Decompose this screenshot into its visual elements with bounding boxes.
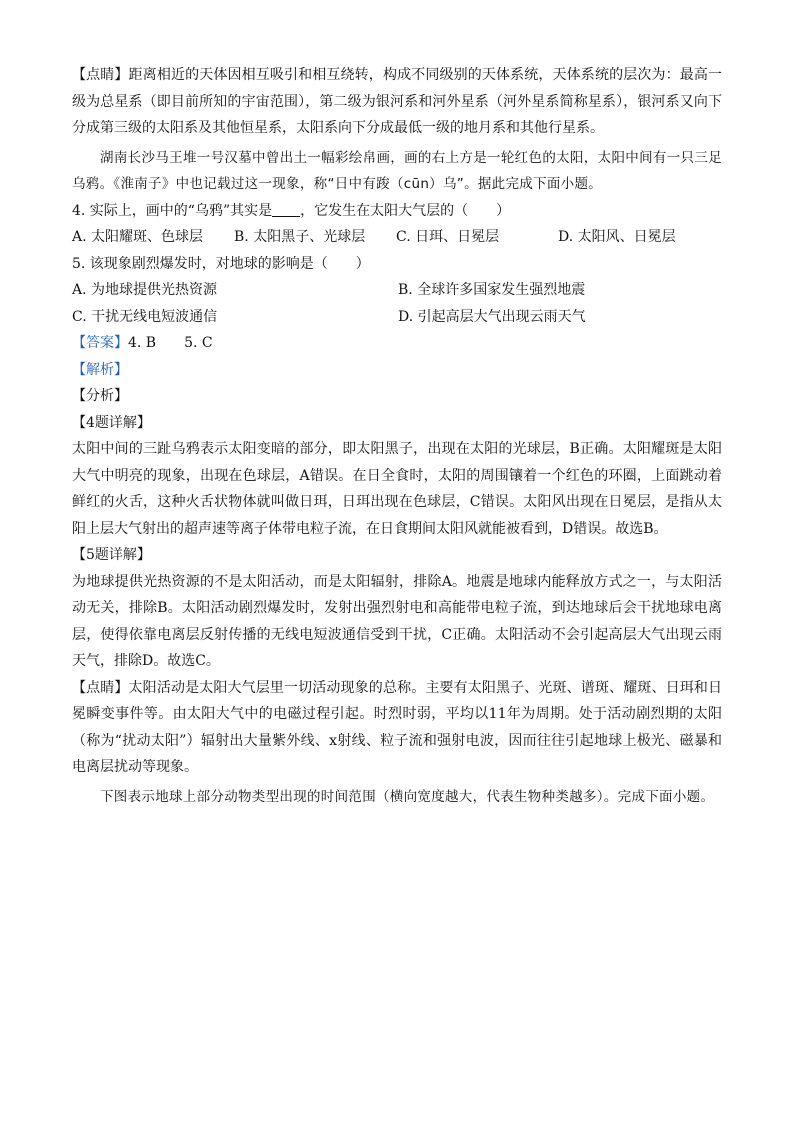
question-4-option-b: B. 太阳黑子、光球层: [234, 229, 366, 245]
question-5-option-b: B. 全球许多国家发生强烈地震: [398, 282, 586, 298]
question-4-option-d: D. 太阳风、日冕层: [558, 229, 676, 245]
detail-4-text: 太阳中间的三趾乌鸦表示太阳变暗的部分，即太阳黑子，出现在太阳的光球层，B正确。太阳耀斑是太阳大气中明亮的现象，出现在色球层，A错误。在日全食时，太阳的周围镶着一个红色的环圈，上面跳动着鲜红的火舌，这种火舌状物体就叫做日珥，日珥出现在色球层，C错误。太阳风出现在日冕层，是指从太阳上层大气射出的超声速等离子体带电粒子流，在日食期间太阳风就能被看到，D错误。故选B。: [72, 441, 722, 537]
question-5-option-d: D. 引起高层大气出现云雨天气: [398, 308, 586, 325]
question-4-option-c: C. 日珥、日冕层: [396, 229, 500, 245]
question-4-option-a: A. 太阳耀斑、色球层: [72, 229, 204, 245]
dianjing-label-2: 【点睛】: [72, 679, 129, 696]
question-4-blank: [272, 202, 300, 217]
material-paragraph-2: 下图表示地球上部分动物类型出现的时间范围（横向宽度越大，代表生物种类越多）。完成下面小题。: [100, 788, 715, 805]
answer-text: 4. B 5. C: [128, 335, 213, 351]
question-4-stem-end: ，它发生在太阳大气层的（ ）: [300, 202, 511, 219]
dianjing-paragraph-1: [72, 62, 722, 142]
question-5-option-c: C. 干扰无线电短波通信: [72, 308, 218, 325]
question-5-options-row-1: [72, 277, 722, 304]
dianjing-text-1: 距离相近的天体因相互吸引和相互绕转，构成不同级别的天体系统，天体系统的层次为：最高一级为总星系（即目前所知的宇宙范围），第二级为银河系和河外星系（河外星系简称星系），银河系又向下分成第三级的太阳系及其他恒星系，太阳系向下分成最低一级的地月系和其他行星系。: [72, 67, 723, 136]
analysis-label: 【解析】: [72, 361, 128, 378]
material-paragraph-1: 湖南长沙马王堆一号汉墓中曾出土一幅彩绘帛画，画的右上方是一轮红色的太阳，太阳中间有一只三足乌鸦。《淮南子》中也记载过这一现象，称“日中有踆（cūn）乌”。据此完成下面小题。: [72, 149, 722, 192]
dianjing-label-1: 【点睛】: [72, 67, 129, 83]
fenxi-label: 【分析】: [72, 388, 128, 404]
question-5-options-row-2: [72, 304, 722, 331]
detail-5-label: 【5题详解】: [72, 547, 151, 563]
question-5-stem: 5. 该现象剧烈爆发时，对地球的影响是（ ）: [72, 255, 370, 272]
question-5-option-a: A. 为地球提供光热资源: [72, 282, 218, 298]
document-page: [72, 62, 722, 810]
question-4-stem-start: 4. 实际上，画中的“乌鸦”其实是: [72, 202, 273, 219]
question-4-options: [72, 224, 722, 251]
detail-4-label: 【4题详解】: [72, 414, 151, 431]
question-4-stem: [72, 198, 722, 225]
dianjing-text-2: 太阳活动是太阳大气层里一切活动现象的总称。主要有太阳黑子、光斑、谱斑、耀斑、日珥和日冕瞬变事件等。由太阳大气中的电磁过程引起。时烈时弱，平均以11年为周期。处于活动剧烈期的太阳（称为“扰动太阳”）辐射出大量紫外线、x射线、粒子流和强射电波，因而往往引起地球上极光、磁暴和电离层扰动等现象。: [72, 679, 723, 775]
answer-line: [72, 330, 722, 357]
detail-5-text: 为地球提供光热资源的不是太阳活动，而是太阳辐射，排除A。地震是地球内能释放方式之一，与太阳活动无关，排除B。太阳活动剧烈爆发时，发射出强烈射电和高能带电粒子流，到达地球后会干扰地球电离层，使得依靠电离层反射传播的无线电短波通信受到干扰，C正确。太阳活动不会引起高层大气出现云雨天气，排除D。故选C。: [72, 573, 722, 669]
answer-label: 【答案】: [72, 335, 128, 351]
dianjing-paragraph-2: [72, 675, 722, 781]
